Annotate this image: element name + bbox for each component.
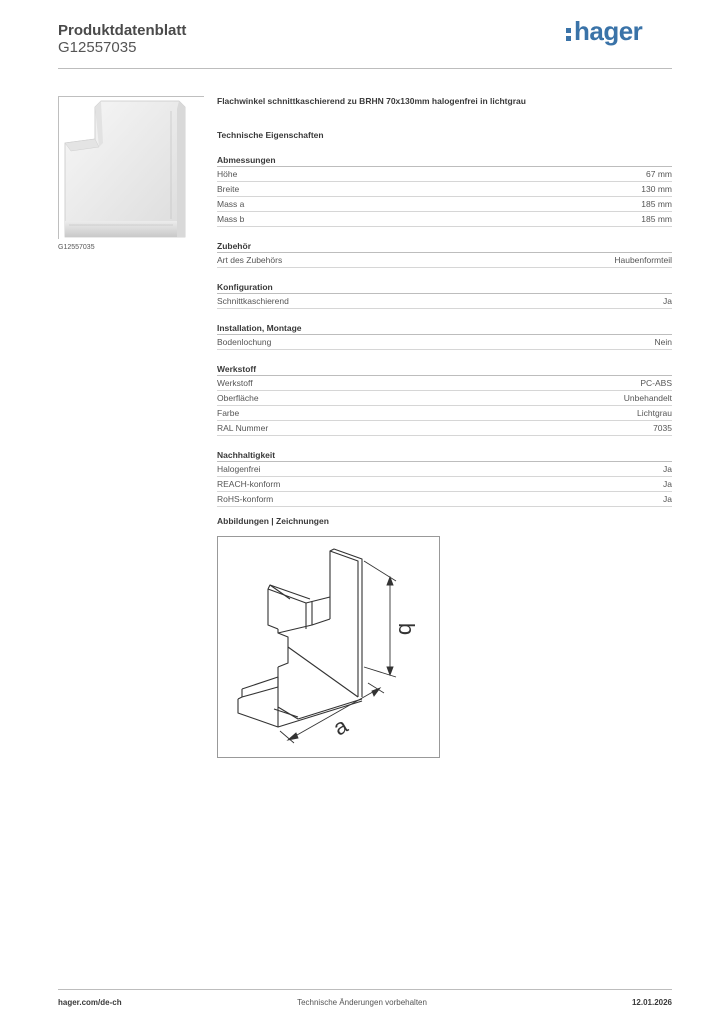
spec-label: Breite <box>217 184 240 194</box>
section-title: Werkstoff <box>217 363 672 376</box>
header-divider <box>58 68 672 69</box>
thumbnail-caption: G12557035 <box>58 244 95 251</box>
spec-value: Ja <box>663 479 672 489</box>
spec-label: Bodenlochung <box>217 337 272 347</box>
spec-value: 185 mm <box>641 199 672 209</box>
spec-label: RAL Nummer <box>217 423 269 433</box>
footer-notice: Technische Änderungen vorbehalten <box>297 998 427 1007</box>
page-title: Produktdatenblatt <box>58 22 187 39</box>
spec-value: Ja <box>663 464 672 474</box>
section-sustainability <box>217 449 672 507</box>
hager-logo <box>566 16 642 47</box>
section-title: Abmessungen <box>217 154 672 167</box>
spec-row <box>217 182 672 197</box>
product-code: G12557035 <box>58 39 137 56</box>
spec-label: Werkstoff <box>217 378 253 388</box>
spec-value: Ja <box>663 296 672 306</box>
spec-row <box>217 212 672 227</box>
technical-properties-title: Technische Eigenschaften <box>217 130 324 140</box>
section-configuration <box>217 281 672 309</box>
spec-row <box>217 492 672 507</box>
spec-value: 67 mm <box>646 169 672 179</box>
spec-row <box>217 253 672 268</box>
section-installation <box>217 322 672 350</box>
spec-row <box>217 421 672 436</box>
technical-drawing <box>217 536 440 758</box>
spec-label: Höhe <box>217 169 238 179</box>
spec-value: Unbehandelt <box>623 393 672 403</box>
spec-value: Lichtgrau <box>637 408 672 418</box>
footer-date: 12.01.2026 <box>631 998 672 1007</box>
spec-label: Mass a <box>217 199 245 209</box>
logo-dots-icon <box>566 28 571 41</box>
spec-label: Halogenfrei <box>217 464 261 474</box>
section-title: Zubehör <box>217 240 672 253</box>
spec-row <box>217 197 672 212</box>
specifications <box>217 95 672 507</box>
technical-drawing-icon <box>218 537 439 757</box>
spec-label: Mass b <box>217 214 245 224</box>
spec-value: PC-ABS <box>640 378 672 388</box>
spec-value: Haubenformteil <box>614 255 672 265</box>
spec-value: Nein <box>654 337 672 347</box>
spec-value: Ja <box>663 494 672 504</box>
product-thumbnail <box>58 96 204 239</box>
dimension-a-label: a <box>328 712 352 741</box>
spec-label: Farbe <box>217 408 240 418</box>
spec-row <box>217 294 672 309</box>
spec-label: Art des Zubehörs <box>217 255 283 265</box>
spec-label: Schnittkaschierend <box>217 296 289 306</box>
section-title: Installation, Montage <box>217 322 672 335</box>
spec-row <box>217 335 672 350</box>
spec-row <box>217 376 672 391</box>
spec-value: 130 mm <box>641 184 672 194</box>
spec-value: 7035 <box>653 423 672 433</box>
spec-label: Oberfläche <box>217 393 259 403</box>
spec-row <box>217 391 672 406</box>
product-photo-icon <box>59 97 205 240</box>
spec-row <box>217 167 672 182</box>
section-material <box>217 363 672 436</box>
spec-label: RoHS-konform <box>217 494 274 504</box>
logo-text: hager <box>574 16 643 46</box>
spec-label: REACH-konform <box>217 479 281 489</box>
section-title: Nachhaltigkeit <box>217 449 672 462</box>
product-description: Flachwinkel schnittkaschierend zu BRHN 70x130mm halogenfrei in lichtgrau <box>217 96 526 106</box>
footer-website: hager.com/de-ch <box>58 998 122 1007</box>
dimension-b-label: b <box>394 622 419 636</box>
section-accessory <box>217 240 672 268</box>
spec-row <box>217 462 672 477</box>
spec-value: 185 mm <box>641 214 672 224</box>
drawings-title: Abbildungen | Zeichnungen <box>217 516 329 526</box>
section-dimensions <box>217 154 672 227</box>
footer-divider <box>58 989 672 990</box>
section-title: Konfiguration <box>217 281 672 294</box>
spec-row <box>217 406 672 421</box>
spec-row <box>217 477 672 492</box>
